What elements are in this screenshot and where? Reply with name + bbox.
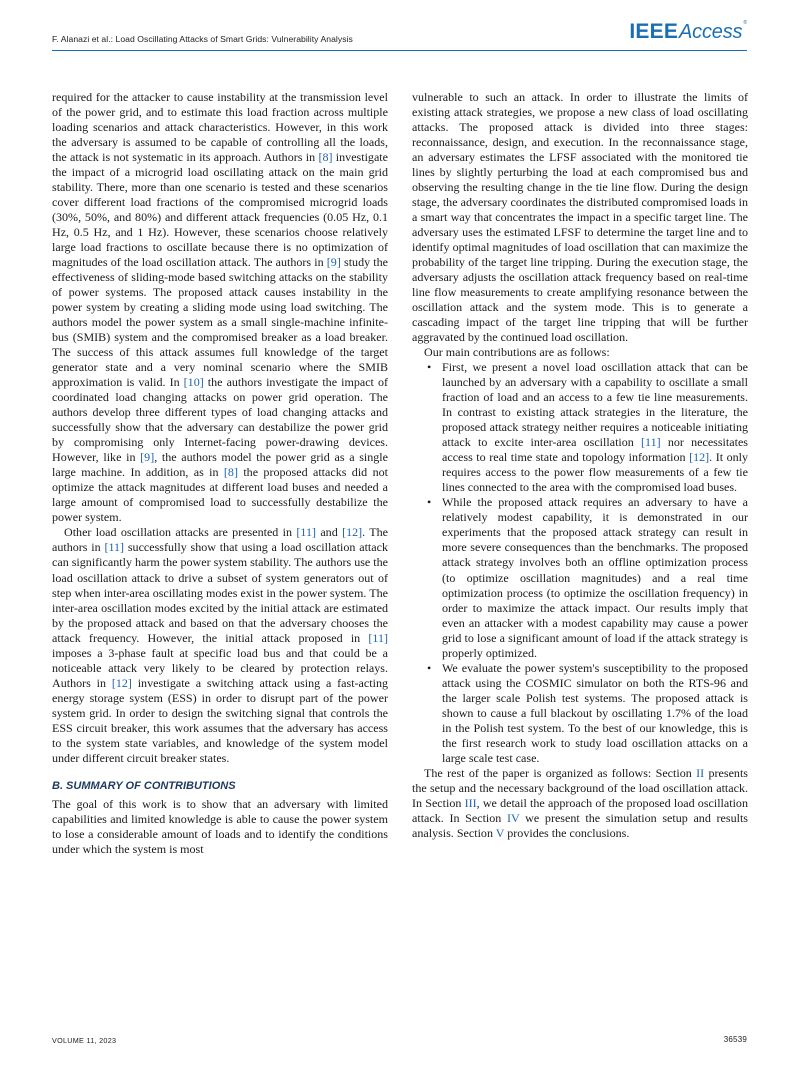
citation-link[interactable]: [8]: [318, 150, 333, 165]
bullet-marker: •: [427, 495, 432, 510]
contributions-intro: Our main contributions are as follows:: [424, 345, 610, 360]
citation-link[interactable]: [11]: [296, 525, 316, 540]
bullet-marker: •: [427, 360, 432, 375]
ieee-access-logo: [629, 20, 747, 44]
citation-link[interactable]: [12]: [342, 525, 363, 540]
citation-link[interactable]: [9]: [326, 255, 341, 270]
citation-link[interactable]: [12]: [111, 675, 132, 690]
volume-label: VOLUME 11, 2023: [52, 1036, 117, 1045]
running-title: F. Alanazi et al.: Load Oscillating Attacks of Smart Grids: Vulnerability Analysis: [52, 34, 353, 44]
logo-access-text: Access: [679, 21, 743, 43]
left-column: [52, 90, 388, 857]
citation-link[interactable]: [8]: [223, 465, 238, 480]
citation-link[interactable]: [9]: [140, 450, 155, 465]
citation-link[interactable]: [10]: [183, 375, 204, 390]
header-divider: [52, 50, 747, 51]
left-paragraph-3: The goal of this work is to show that an adversary with limited capabilities and limited knowledge is able to cause the power system to lose a considerable amount of loads and to identify the conditions under which the system is most: [52, 796, 388, 856]
citation-link[interactable]: [11]: [368, 630, 388, 645]
page-number: 36539: [723, 1035, 747, 1044]
citation-link[interactable]: [12]: [689, 450, 710, 465]
citation-link[interactable]: [11]: [104, 540, 125, 555]
left-paragraph-2: Other load oscillation attacks are presented in [11] and [12]. The authors in [11] successfully show that using a load oscillation attack can significantly harm the power system stability. The authors use the load oscillation attack to drive a subset of system generators out of step when inter-area oscillating modes exist in the power system. The inter-area oscillation modes excited by the initial attack are estimated by the proposed attack and based on that the adversary chooses the attack frequency. However, the initial attack proposed in [11] imposes a 3-phase fault at specific load bus and that could be a noticeable attack very likely to be cleared by protection relays. Authors in [12] investigate a switching attack using a fast-acting energy storage system (ESS) in order to disrupt part of the power system grid. In order to design the switching signal that controls the ESS circuit breaker, this work assumes that the adversary has access to the system state variables, and knowledge of the system model under different circuit breaker states.: [52, 525, 388, 765]
citation-link[interactable]: [11]: [641, 435, 661, 450]
contribution-item: • We evaluate the power system's susceptibility to the proposed attack using the COSMIC simulator on both the RTS-96 and the larger scale Polish test systems. The proposed attack is shown to cause a full blackout by oscillating 1.7% of the load in the Polish test system. To the best of our knowledge, this is the first research work to study load oscillation attacks on a large scale test case.: [427, 660, 748, 765]
left-paragraph-1: required for the attacker to cause instability at the transmission level of the power grid, and to estimate this load fraction across multiple loading scenarios and attack characteristics. However, in this work the adversary is assumed to be capable of controlling all the loads, the attack is not systematic in its approach. Authors in [8] investigate the impact of a microgrid load oscillating attack on the main grid stability. There, more than one scenario is tested and these scenarios cover different load fractions of the compromised microgrid loads (30%, 50%, and 80%) and different attack frequencies (0.05 Hz, 0.1 Hz, 0.5 Hz, and 1 Hz). However, these scenarios choose relatively large load fractions to oscillate because there is no optimization of magnitudes of the load oscillation attack. The authors in [9] study the effectiveness of sliding-mode based switching attacks on the stability of power systems. The proposed attack causes instability in the power system by creating a sliding mode using load switching. The authors model the power system as a small single-machine infinite-bus (SMIB) system and the compromised breaker as a load breaker. The success of this attack assumes full knowledge of the target generator state and a very nominal scenario where the SMIB approximation is valid. In [10] the authors investigate the impact of coordinated load changing attacks on power grid operation. The authors develop three different types of load changing attacks and successfully show that the adversary can destabilize the power grid by compromising only Internet-facing power-drawing devices. However, like in [9], the authors model the power grid as a single large machine. In addition, as in [8] the proposed attacks did not optimize the attack magnitudes at different load buses and needed a large amount of compromised load to successfully destabilize the power system.: [52, 90, 388, 525]
logo-ieee-text: IEEE: [629, 20, 679, 43]
right-paragraph-organization: The rest of the paper is organized as follows: Section II presents the setup and the necessary background of the load oscillation attack. In Section III, we detail the approach of the proposed load oscillation attack. In Section IV we present the simulation setup and results analysis. Section V provides the conclusions.: [412, 765, 748, 840]
section-link[interactable]: IV: [507, 810, 520, 825]
section-link[interactable]: III: [464, 795, 477, 810]
section-link[interactable]: V: [495, 825, 505, 840]
contributions-list: [412, 360, 748, 765]
logo-registered-mark: ®: [743, 20, 747, 26]
right-column: [412, 90, 748, 841]
bullet-marker: •: [427, 660, 432, 675]
section-link[interactable]: II: [696, 765, 705, 780]
contribution-item: • First, we present a novel load oscillation attack that can be launched by an adversary with a capability to oscillate a small fraction of load and an access to a few tie line measurements. In contrast to existing attack strategies in the literature, the proposed attack strategy neither requires a noticeable initiating attack to excite inter-area oscillation [11] nor necessitates access to real time state and topology information [12]. It only requires access to the power flow measurements of a few tie lines connected to the area with the compromised load buses.: [427, 360, 748, 495]
contribution-item: • While the proposed attack requires an adversary to have a relatively modest capability, it is demonstrated in our experiments that the proposed attack strategy can result in more severe consequences than the benchmarks. The proposed attack strategy involves both an offline optimization process (to optimize oscillation magnitudes) and a real time optimization process (to optimize the oscillation frequency) in order to maximize the attack impact. Our results imply that even an attacker with a modest capability may cause a power grid to lose a significant amount of load if the attack strategy is properly optimized.: [427, 495, 748, 660]
section-heading-summary: B. SUMMARY OF CONTRIBUTIONS: [52, 779, 236, 792]
right-paragraph-1: vulnerable to such an attack. In order to illustrate the limits of existing attack strategies, we propose a new class of load oscillating attacks. The proposed attack is divided into three stages: reconnaissance, design, and execution. In the reconnaissance stage, an adversary estimates the LFSF associated with the monitored tie lines by slightly perturbing the load at each compromised bus and observing the resulting change in the tie line flow. During the design stage, the adversary coordinates the distributed compromised loads in a smart way that concentrates the impact in a specific target line. The adversary uses the estimated LFSF to determine the target line and to identify optimal magnitudes of load oscillation that can maximize the probability of the target line tripping. During the execution stage, the adversary adjusts the oscillation attack frequency based on real-time line flow measurements to create amplifying resonance between the oscillation attack and the system mode. This is to generate a cascading impact of the target line tripping that will be further aggravated by the continued load oscillation.: [412, 90, 748, 345]
